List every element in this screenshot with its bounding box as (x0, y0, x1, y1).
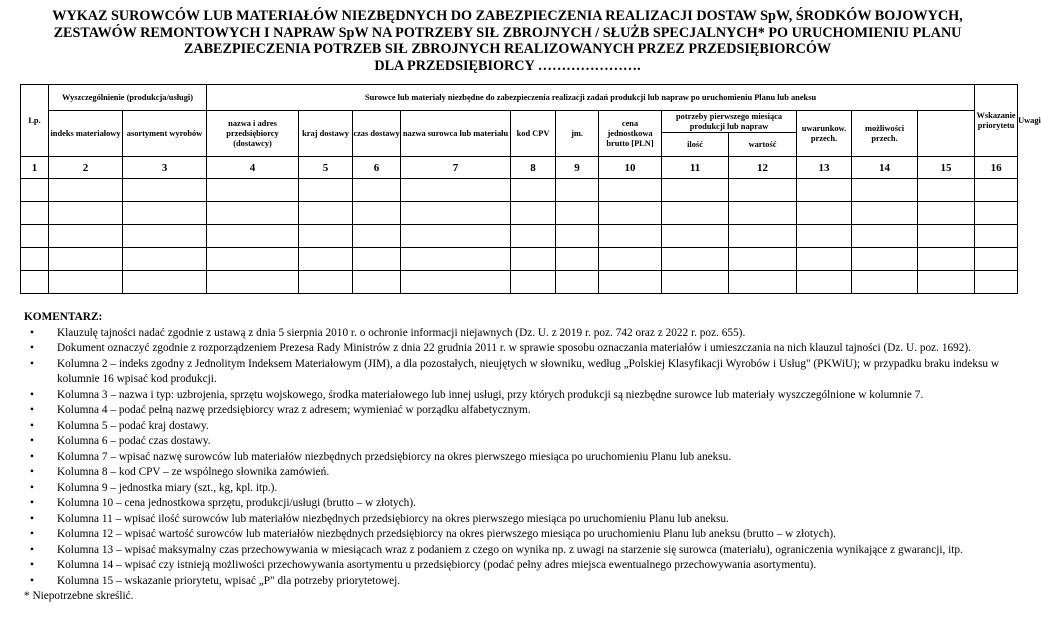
title-line-2: ZESTAWÓW REMONTOWYCH I NAPRAW SpW NA POTRZEBY SIŁ ZBROJNYCH / SŁUŻB SPECJALNYCH* PO URUCHOMIENIU PLANU (53, 24, 962, 41)
table-cell[interactable] (49, 179, 123, 202)
header-kraj: kraj dostawy (299, 111, 353, 157)
table-cell[interactable] (975, 179, 1018, 202)
table-cell[interactable] (123, 179, 207, 202)
comment-item (24, 357, 999, 388)
table-cell[interactable] (21, 179, 49, 202)
table-cell[interactable] (123, 225, 207, 248)
comment-item (24, 450, 999, 466)
header-nazwa-adres: nazwa i adres przedsiębiorcy (dostawcy) (207, 111, 299, 157)
header-jm: jm. (556, 111, 599, 157)
table-cell[interactable] (123, 202, 207, 225)
table-cell[interactable] (797, 225, 852, 248)
bullet-icon: • (30, 574, 34, 587)
header-potrzeby: potrzeby pierwszego miesiąca produkcji lub napraw (662, 111, 797, 133)
table-cell[interactable] (556, 271, 599, 294)
column-number: 16 (975, 157, 1018, 179)
comments-heading: KOMENTARZ: (24, 311, 103, 323)
comment-item (24, 574, 999, 590)
header-lp: Lp. (21, 85, 49, 157)
table-cell[interactable] (975, 225, 1018, 248)
header-wskazanie-priorytetu: Wskazanie priorytetu (975, 85, 1018, 157)
table-cell[interactable] (662, 179, 729, 202)
table-cell[interactable] (401, 225, 511, 248)
table-cell[interactable] (21, 248, 49, 271)
table-cell[interactable] (599, 248, 662, 271)
comment-text: Kolumna 15 – wskazanie priorytetu, wpisać „P" dla potrzeby priorytetowej. (57, 574, 401, 587)
comment-item (24, 558, 999, 574)
comment-item (24, 434, 999, 450)
table-cell[interactable] (852, 225, 918, 248)
table-cell[interactable] (852, 179, 918, 202)
table-cell[interactable] (599, 271, 662, 294)
comment-item (24, 465, 999, 481)
table-cell[interactable] (729, 225, 797, 248)
table-cell[interactable] (511, 248, 556, 271)
table-cell[interactable] (797, 202, 852, 225)
table-cell[interactable] (207, 248, 299, 271)
column-number: 3 (123, 157, 207, 179)
table-cell[interactable] (797, 248, 852, 271)
table-cell[interactable] (852, 202, 918, 225)
table-cell[interactable] (353, 248, 401, 271)
table-cell[interactable] (207, 271, 299, 294)
table-cell[interactable] (662, 248, 729, 271)
table-cell[interactable] (662, 225, 729, 248)
comment-text: Kolumna 11 – wpisać ilość surowców lub materiałów niezbędnych przedsiębiorcy na okres pierwszego miesiąca po uruchomieniu Planu lub aneksu. (57, 512, 729, 525)
column-number: 12 (729, 157, 797, 179)
table-cell[interactable] (599, 179, 662, 202)
table-cell[interactable] (353, 202, 401, 225)
table-cell[interactable] (918, 248, 975, 271)
column-number: 1 (21, 157, 49, 179)
header-asortyment: asortyment wyrobów (123, 111, 207, 157)
table-cell[interactable] (599, 202, 662, 225)
bullet-icon: • (30, 326, 34, 339)
comment-text: Kolumna 5 – podać kraj dostawy. (57, 419, 209, 432)
table-cell[interactable] (852, 248, 918, 271)
comment-item (24, 403, 999, 419)
comment-item (24, 388, 999, 404)
comment-item (24, 419, 999, 435)
comments-list (24, 326, 999, 590)
table-cell[interactable] (21, 202, 49, 225)
bullet-icon: • (30, 512, 34, 525)
table-cell[interactable] (599, 225, 662, 248)
table-row (21, 225, 1018, 248)
table-cell[interactable] (49, 225, 123, 248)
table-cell[interactable] (401, 248, 511, 271)
table-cell[interactable] (353, 179, 401, 202)
table-cell[interactable] (511, 225, 556, 248)
column-number: 14 (852, 157, 918, 179)
table-cell[interactable] (21, 225, 49, 248)
header-surowce: Surowce lub materiały niezbędne do zabezpieczenia realizacji zadań produkcji lub napraw po uruchomieniu Planu lub aneksu (207, 85, 975, 111)
comment-item (24, 512, 999, 528)
header-czas: czas dostawy (353, 111, 401, 157)
column-number: 4 (207, 157, 299, 179)
empty-rows (21, 179, 1018, 294)
title-line-3: ZABEZPIECZENIA POTRZEB SIŁ ZBROJNYCH REALIZOWANYCH PRZEZ PRZEDSIĘBIORCÓW (183, 41, 832, 57)
table-cell[interactable] (556, 202, 599, 225)
column-number: 13 (797, 157, 852, 179)
column-number: 9 (556, 157, 599, 179)
table-cell[interactable] (729, 179, 797, 202)
table-cell[interactable] (49, 202, 123, 225)
column-number: 2 (49, 157, 123, 179)
table-cell[interactable] (207, 225, 299, 248)
table-cell[interactable] (975, 248, 1018, 271)
comment-text: Kolumna 3 – nazwa i typ: uzbrojenia, sprzętu wojskowego, środka materiałowego lub innej usługi, przy których produkcji są niezbędne surowce lub materiały wyszczególnione w kolumnie 7. (57, 388, 924, 401)
comment-text: Dokument oznaczyć zgodnie z rozporządzeniem Prezesa Rady Ministrów z dnia 22 grudnia 2011 r. w sprawie sposobu oznaczania materiałów i umieszczania na nich klauzul tajności (Dz. U. poz. 1692). (57, 342, 972, 354)
comment-text: Kolumna 14 – wpisać czy istnieją możliwości przechowywania asortymentu u przedsiębiorcy (podać pełny adres miejsca ewentualnego przechowywania asortymentu). (57, 559, 817, 571)
bullet-icon: • (30, 419, 34, 432)
table-cell[interactable] (918, 225, 975, 248)
table-cell[interactable] (918, 271, 975, 294)
bullet-icon: • (30, 388, 34, 401)
comment-text: Kolumna 4 – podać pełną nazwę przedsiębiorcy wraz z adresem; wymieniać w porządku alfabetycznym. (57, 404, 531, 416)
comment-item (24, 341, 999, 357)
header-wartosc: wartość (729, 133, 797, 157)
table-cell[interactable] (511, 202, 556, 225)
table-row (21, 271, 1018, 294)
table-cell[interactable] (918, 202, 975, 225)
table-cell[interactable] (299, 202, 353, 225)
comment-text: Kolumna 13 – wpisać maksymalny czas przechowywania w miesiącach wraz z podaniem z czego on wynika np. z uwagi na starzenie się surowca (materiału), ograniczenia wynikające z gwarancji, itp. (57, 543, 963, 556)
table-cell[interactable] (511, 179, 556, 202)
table-row (21, 202, 1018, 225)
table-cell[interactable] (401, 202, 511, 225)
comments-section (24, 310, 999, 605)
bullet-icon: • (30, 404, 34, 416)
table-cell[interactable] (401, 271, 511, 294)
column-number: 5 (299, 157, 353, 179)
table-cell[interactable] (299, 179, 353, 202)
table-cell[interactable] (49, 248, 123, 271)
table-cell[interactable] (299, 271, 353, 294)
table-cell[interactable] (797, 179, 852, 202)
table-cell[interactable] (797, 271, 852, 294)
table-cell[interactable] (729, 202, 797, 225)
bullet-icon: • (30, 435, 34, 447)
comment-text: Kolumna 2 – indeks zgodny z Jednolitym Indeksem Materiałowym (JIM), a dla pozostałych, nieujętych w słowniku, według „Polskiej Klasyfikacji Wyrobów i Usług" (PKWiU); w przypadku braku indeksu w kolumnie 16 wpisać kod produkcji. (57, 357, 999, 385)
table-cell[interactable] (852, 271, 918, 294)
header-uwarunkow: uwarunkow. przech. (797, 111, 852, 157)
column-number: 6 (353, 157, 401, 179)
materials-table: Lp. Wyszczególnienie (produkcja/usługi) Surowce lub materiały niezbędne do zabezpieczenia realizacji zadań produkcji lub napraw po uruchomieniu Planu lub aneksu Wskazanie priorytetu Uwagi indeks materiałowy asortyment wyrobów nazwa i adres przedsiębiorcy (dostawcy) kraj dostawy czas dostawy nazwa surowca lub materiału kod CPV jm. cena jednostkowa brutto [PLN] potrzeby pierwszego miesiąca produkcji lub napraw uwarunkow. przech. możliwości przech. ilość wartość 1 2 3 4 5 6 7 8 9 10 11 12 13 14 15 16 (20, 84, 1018, 294)
bullet-icon: • (30, 342, 34, 354)
table-cell[interactable] (353, 271, 401, 294)
bullet-icon: • (30, 528, 34, 540)
bullet-icon: • (30, 497, 34, 509)
table-cell[interactable] (511, 271, 556, 294)
table-cell[interactable] (662, 202, 729, 225)
header-wyszczegolnienie: Wyszczególnienie (produkcja/usługi) (49, 85, 207, 111)
comment-item (24, 326, 999, 342)
comment-text: Kolumna 8 – kod CPV – ze wspólnego słownika zamówień. (57, 466, 330, 478)
title-line-1: WYKAZ SUROWCÓW LUB MATERIAŁÓW NIEZBĘDNYCH DO ZABEZPIECZENIA REALIZACJI DOSTAW SpW, ŚRODKÓW BOJOWYCH, (52, 8, 963, 24)
table-cell[interactable] (975, 202, 1018, 225)
header-indeks: indeks materiałowy (49, 111, 123, 157)
comment-text: Kolumna 10 – cena jednostkowa sprzętu, produkcji/usługi (brutto – w złotych). (57, 497, 416, 509)
comment-text: Kolumna 9 – jednostka miary (szt., kg, kpl. itp.). (57, 481, 278, 494)
table-row (21, 179, 1018, 202)
bullet-icon: • (30, 466, 34, 478)
table-cell[interactable] (299, 248, 353, 271)
comment-text: Kolumna 6 – podać czas dostawy. (57, 435, 211, 447)
table-row (21, 248, 1018, 271)
table-cell[interactable] (918, 179, 975, 202)
title-line-4: DLA PRZEDSIĘBIORCY …………………. (374, 57, 641, 74)
header-mozliwosci: możliwości przech. (852, 111, 918, 157)
bullet-icon: • (30, 481, 34, 494)
table-cell[interactable] (207, 202, 299, 225)
column-number: 8 (511, 157, 556, 179)
footnote: * Niepotrzebne skreślić. (24, 590, 134, 602)
table-cell[interactable] (401, 179, 511, 202)
column-number: 15 (918, 157, 975, 179)
bullet-icon: • (30, 450, 34, 463)
comment-item (24, 527, 999, 543)
table-cell[interactable] (729, 248, 797, 271)
table-cell[interactable] (556, 225, 599, 248)
table-cell[interactable] (123, 248, 207, 271)
table-cell[interactable] (556, 179, 599, 202)
table-cell[interactable] (299, 225, 353, 248)
table-cell[interactable] (729, 271, 797, 294)
comment-text: Kolumna 12 – wpisać wartość surowców lub materiałów niezbędnych przedsiębiorcy na okres pierwszego miesiąca po uruchomieniu Planu lub aneksu (brutto – w złotych). (57, 528, 836, 540)
table-cell[interactable] (21, 271, 49, 294)
comment-item (24, 481, 999, 497)
header-kod-cpv: kod CPV (511, 111, 556, 157)
table-cell[interactable] (556, 248, 599, 271)
table-cell[interactable] (662, 271, 729, 294)
column-number: 7 (401, 157, 511, 179)
table-cell[interactable] (123, 271, 207, 294)
document-title (0, 8, 1015, 74)
column-number: 11 (662, 157, 729, 179)
bullet-icon: • (30, 559, 34, 571)
table-cell[interactable] (353, 225, 401, 248)
comment-text: Kolumna 7 – wpisać nazwę surowców lub materiałów niezbędnych przedsiębiorcy na okres pierwszego miesiąca po uruchomieniu Planu lub aneksu. (57, 450, 732, 463)
column-number: 10 (599, 157, 662, 179)
column-number-row (21, 157, 1018, 179)
bullet-icon: • (30, 543, 34, 556)
comment-item (24, 496, 999, 512)
header-cena: cena jednostkowa brutto [PLN] (599, 111, 662, 157)
table-cell[interactable] (49, 271, 123, 294)
comment-text: Klauzulę tajności nadać zgodnie z ustawą z dnia 5 sierpnia 2010 r. o ochronie informacji niejawnych (Dz. U. z 2019 r. poz. 742 oraz z 2022 r. poz. 655). (57, 326, 746, 339)
header-nazwa-surowca: nazwa surowca lub materiału (401, 111, 511, 157)
header-ilosc: ilość (662, 133, 729, 157)
bullet-icon: • (30, 357, 34, 370)
comment-item (24, 543, 999, 559)
table-cell[interactable] (207, 179, 299, 202)
table-cell[interactable] (975, 271, 1018, 294)
